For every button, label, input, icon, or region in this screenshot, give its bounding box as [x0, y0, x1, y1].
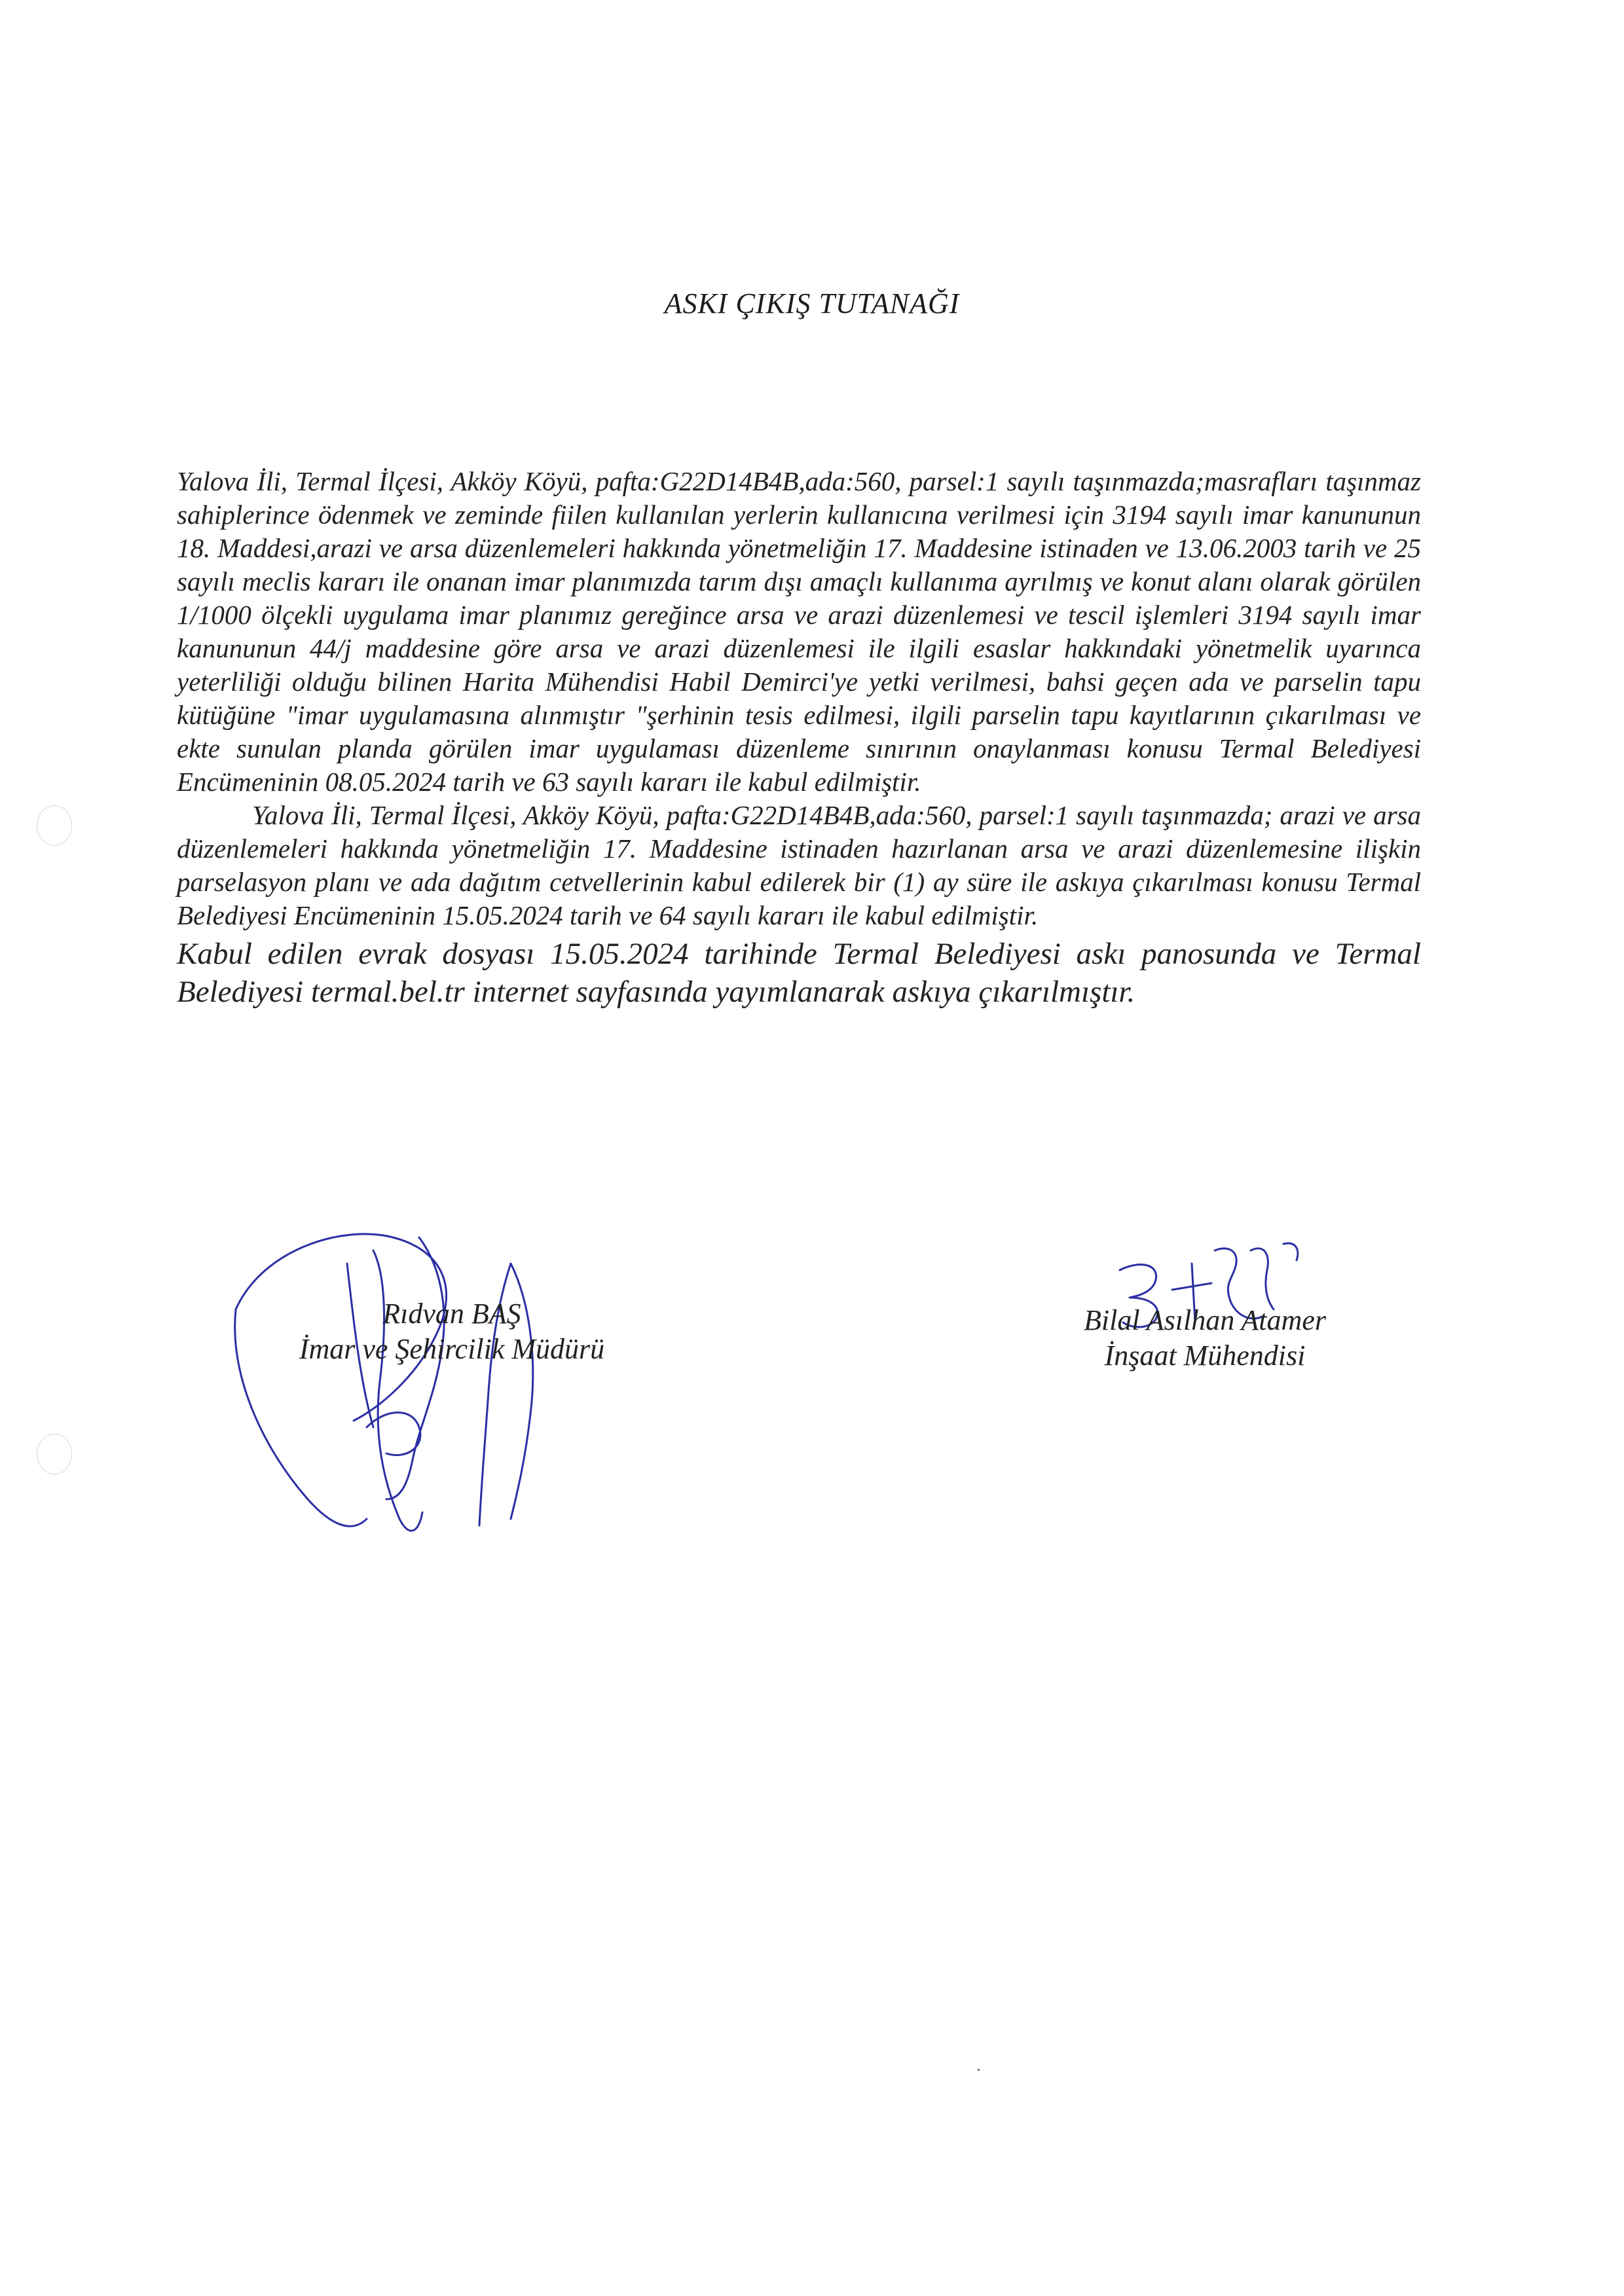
signatory-right-title: İnşaat Mühendisi	[1104, 1339, 1306, 1372]
paragraph-3: Kabul edilen evrak dosyası 15.05.2024 tarihinde Termal Belediyesi askı panosunda ve Termal Belediyesi termal.bel.tr internet sayfasında yayımlanarak askıya çıkarılmıştır.	[177, 937, 1421, 1009]
signatory-left-title: İmar ve Şehircilik Müdürü	[299, 1333, 605, 1365]
signatory-left	[236, 1296, 668, 1367]
signatory-right	[1022, 1303, 1388, 1374]
document-title: ASKI ÇIKIŞ TUTANAĞI	[664, 287, 960, 319]
scan-speck	[978, 2069, 980, 2071]
signature-left-image	[223, 1211, 655, 1552]
punch-hole-mark	[37, 805, 72, 846]
signatory-right-name: Bilal Asılhan Atamer	[1084, 1304, 1326, 1336]
signatory-left-name: Rıdvan BAŞ	[382, 1298, 521, 1330]
paragraph-2: Yalova İli, Termal İlçesi, Akköy Köyü, pafta:G22D14B4B,ada:560, parsel:1 sayılı taşınmazda; arazi ve arsa düzenlemeleri hakkında yönetmeliğin 17. Maddesine istinaden hazırlanan arsa ve arazi düzenlemesine ilişkin parselasyon planı ve ada dağıtım cetvellerinin kabul edilerek bir (1) ay süre ile askıya çıkarılması konusu Termal Belediyesi Encümeninin 15.05.2024 tarih ve 64 sayılı kararı ile kabul edilmiştir.	[177, 800, 1421, 930]
document-body	[177, 465, 1421, 1011]
punch-hole-mark	[37, 1434, 72, 1474]
paragraph-1: Yalova İli, Termal İlçesi, Akköy Köyü, pafta:G22D14B4B,ada:560, parsel:1 sayılı taşınmazda;masrafları taşınmaz sahiplerince ödenmek ve zeminde fiilen kullanılan yerlerin kullanıcına verilmesi için 3194 sayılı imar kanununun 18. Maddesi,arazi ve arsa düzenlemeleri hakkında yönetmeliğin 17. Maddesine istinaden ve 13.06.2003 tarih ve 25 sayılı meclis kararı ile onanan imar planımızda tarım dışı amaçlı kullanıma ayrılmış ve konut alanı olarak görülen 1/1000 ölçekli uygulama imar planımız gereğince arsa ve arazi düzenlemesi ve tescil işlemleri 3194 sayılı imar kanununun 44/j maddesine göre arsa ve arazi düzenlemesi ile ilgili esaslar hakkındaki yönetmelik uyarınca yeterliliği olduğu bilinen Harita Mühendisi Habil Demirci'ye yetki verilmesi, bahsi geçen ada ve parselin tapu kütüğüne "imar uygulamasına alınmıştır "şerhinin tesis edilmesi, ilgili parselin tapu kayıtlarının çıkarılması ve ekte sunulan planda görülen imar uygulaması düzenleme sınırının onaylanması konusu Termal Belediyesi Encümeninin 08.05.2024 tarih ve 63 sayılı kararı ile kabul edilmiştir.	[177, 466, 1421, 797]
